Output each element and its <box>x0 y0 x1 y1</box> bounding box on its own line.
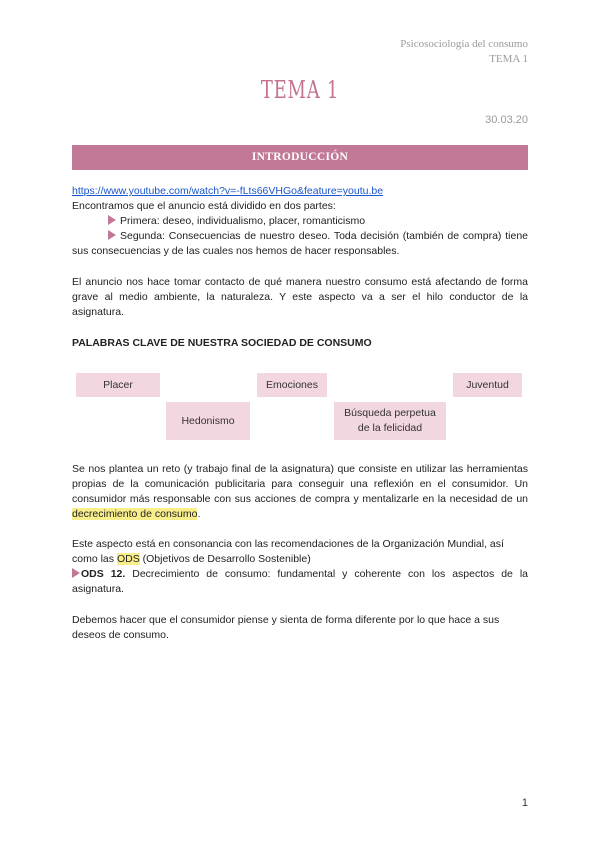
ods12-item: ODS 12. Decrecimiento de consumo: fundamental y coherente con los aspectos de la asignatura. <box>72 568 528 595</box>
bullet-arrow-icon <box>108 215 116 225</box>
bullet-arrow-icon <box>72 568 80 578</box>
bullet-item-1: Primera: deseo, individualismo, placer, romanticismo <box>108 214 528 229</box>
highlighted-ods: ODS <box>116 553 140 565</box>
highlighted-phrase: decrecimiento de consumo <box>72 508 198 520</box>
intro-block <box>72 184 528 214</box>
date-label: 30.03.20 <box>485 114 528 126</box>
intro-paragraph: El anuncio nos hace tomar contacto de qué manera nuestro consumo está afectando de forma grave al medio ambiente, la naturaleza. Y este aspecto va a ser el hilo conductor de la asignatura. <box>72 276 528 318</box>
video-link[interactable]: https://www.youtube.com/watch?v=-fLts66VHGo&feature=youtu.be <box>72 185 384 197</box>
challenge-paragraph: Se nos plantea un reto (y trabajo final de la asignatura) que consiste en utilizar las herramientas propias de la comunicación publicitaria para conseguir una reflexión en el consumidor. Un consumidor más responsable con sus acciones de compra y mentalizarle en la necesidad de un decrecimiento de consumo. <box>72 463 528 520</box>
bullet-item-2: Segunda: Consecuencias de nuestro deseo. Toda decisión (también de compra) tiene sus consecuencias y de las cuales nos hemos de hacer responsables. <box>72 230 528 257</box>
keyword-hedonismo: Hedonismo <box>166 402 250 440</box>
ods12-label: ODS 12. <box>81 568 126 580</box>
ods-paragraph: Este aspecto está en consonancia con las recomendaciones de la Organización Mundial, así como las ODS (Objetivos de Desarrollo Sostenible) <box>72 538 504 565</box>
keyword-emociones: Emociones <box>257 373 327 397</box>
bullet-arrow-icon <box>108 230 116 240</box>
running-header <box>400 37 528 67</box>
unit-label: TEMA 1 <box>489 53 528 65</box>
page-title: TEMA 1 <box>260 76 340 104</box>
keyword-placer: Placer <box>76 373 160 397</box>
section-heading-banner: INTRODUCCIÓN <box>72 145 528 170</box>
intro-lead: Encontramos que el anuncio está dividido en dos partes: <box>72 200 336 212</box>
closing-paragraph: Debemos hacer que el consumidor piense y sienta de forma diferente por lo que hace a sus deseos de consumo. <box>72 614 500 641</box>
keyword-juventud: Juventud <box>453 373 522 397</box>
keywords-heading: PALABRAS CLAVE DE NUESTRA SOCIEDAD DE CONSUMO <box>72 337 372 349</box>
subject-name: Psicosociología del consumo <box>400 38 528 50</box>
keyword-busqueda-felicidad: Búsqueda perpetua de la felicidad <box>334 402 446 440</box>
page-number: 1 <box>521 797 528 809</box>
